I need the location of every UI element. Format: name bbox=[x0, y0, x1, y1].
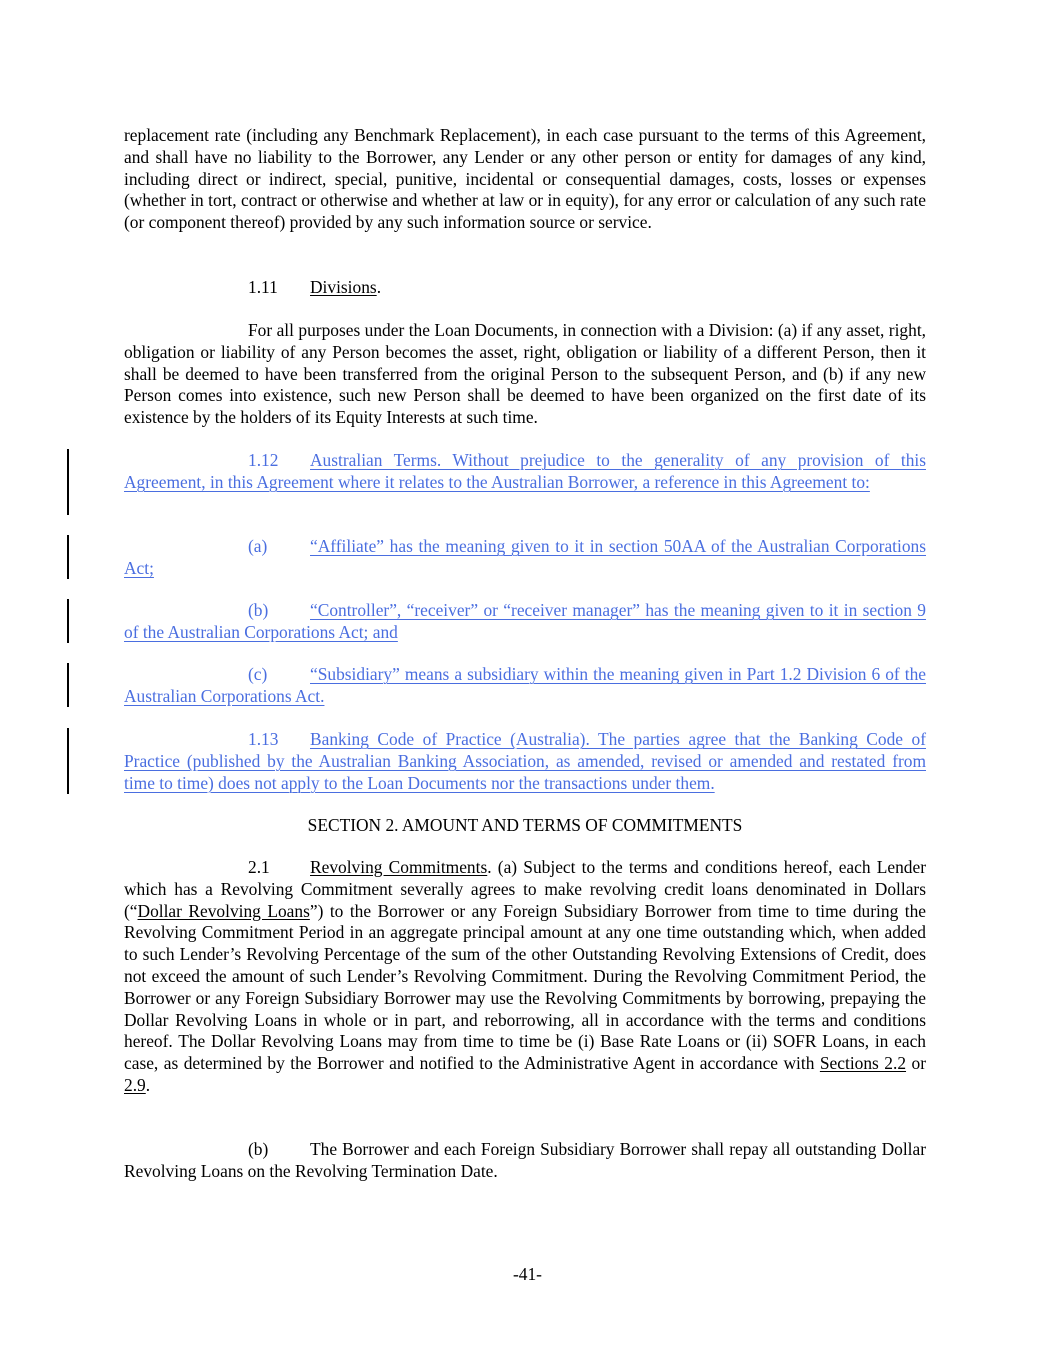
section-number: 1.12 bbox=[248, 450, 279, 470]
item-label: (c) bbox=[248, 664, 268, 684]
section-2-1-paragraph: 2.1 Revolving Commitments. (a) Subject to the terms and conditions hereof, each Lender which has a Revolving Commitment severally agrees to make revolving credit loans denominated in Dollars (“Dollar Revolving Loans”) to the Borrower or any Foreign Subsidiary Borrower from time to time during the Revolving Commitment Period in an aggregate principal amount at any one time outstanding which, when added to such Lender’s Revolving Percentage of the sum of the other Outstanding Revolving Extensions of Credit, does not exceed the amount of such Lender’s Revolving Commitment. During the Revolving Commitment Period, the Borrower or any Foreign Subsidiary Borrower may use the Revolving Commitments by borrowing, prepaying the Dollar Revolving Loans in whole or in part, and reborrowing, all in accordance with the terms and conditions hereof. The Dollar Revolving Loans may from time to time be (i) Base Rate Loans or (ii) SOFR Loans, in each case, as determined by the Borrower and notified to the Administrative Agent in accordance with Sections 2.2 or 2.9. bbox=[124, 857, 927, 1095]
section-number: 2.1 bbox=[248, 857, 270, 877]
page-number: -41- bbox=[513, 1264, 542, 1284]
section-reference: 2.9 bbox=[124, 1074, 146, 1095]
item-label: (a) bbox=[248, 536, 268, 556]
section-1-12-paragraph: 1.12 Australian Terms. Without prejudice to the generality of any provision of this Agreement, in this Agreement where it relates to the Australian Borrower, a reference in this Agreement to: bbox=[124, 450, 926, 492]
item-label: (b) bbox=[248, 600, 269, 620]
list-item: (c) “Subsidiary” means a subsidiary within the meaning given in Part 1.2 Division 6 of the Australian Corporations Act. bbox=[124, 664, 926, 706]
section-reference: Sections 2.2 bbox=[819, 1053, 907, 1074]
section-1-13-paragraph: 1.13 Banking Code of Practice (Australia). The parties agree that the Banking Code of Practice (published by the Australian Banking Association, as amended, revised or amended and restated from time to time) does not apply to the Loan Documents nor the transactions under them. bbox=[124, 729, 926, 793]
change-bar bbox=[67, 599, 69, 643]
change-bar bbox=[67, 449, 69, 515]
item-label: (b) bbox=[248, 1139, 269, 1159]
list-item: (b) “Controller”, “receiver” or “receiver manager” has the meaning given to it in section 9 of the Australian Corporations Act; and bbox=[124, 600, 926, 642]
section-number: 1.13 bbox=[248, 729, 279, 749]
change-bar bbox=[67, 728, 69, 794]
change-bar bbox=[67, 535, 69, 579]
change-bar bbox=[67, 663, 69, 707]
continuation-paragraph: replacement rate (including any Benchmark Replacement), in each case pursuant to the terms of this Agreement, and shall have no liability to the Borrower, any Lender or any other person or entity for damages of any kind, including direct or indirect, special, punitive, incidental or consequential damages, costs, losses or expenses (whether in tort, contract or otherwise and whether at law or in equity), for any error or calculation of any such rate (or component thereof) provided by any such information source or service. bbox=[124, 125, 926, 233]
list-item: (a) “Affiliate” has the meaning given to it in section 50AA of the Australian Corporations Act; bbox=[124, 536, 926, 578]
section-2-heading: SECTION 2. AMOUNT AND TERMS OF COMMITMENTS bbox=[307, 815, 743, 835]
section-title: Divisions bbox=[310, 277, 377, 297]
section-1-11-body: For all purposes under the Loan Documents, in connection with a Division: (a) if any asset, right, obligation or liability of any Person becomes the asset, right, obligation or liability of a different Person, then it shall be deemed to have been transferred from the original Person to the subsequent Person, and (b) if any new Person comes into existence, such new Person shall be deemed to have been organized on the first date of its existence by the holders of its Equity Interests at such time. bbox=[124, 320, 926, 428]
section-title: Revolving Commitments bbox=[310, 857, 488, 877]
section-number: 1.11 bbox=[248, 277, 278, 297]
section-2-1-b-paragraph: (b) The Borrower and each Foreign Subsidiary Borrower shall repay all outstanding Dollar Revolving Loans on the Revolving Termination Date. bbox=[124, 1139, 926, 1181]
section-1-11-heading: 1.11 Divisions. bbox=[248, 277, 382, 297]
defined-term: Dollar Revolving Loans bbox=[137, 900, 310, 921]
